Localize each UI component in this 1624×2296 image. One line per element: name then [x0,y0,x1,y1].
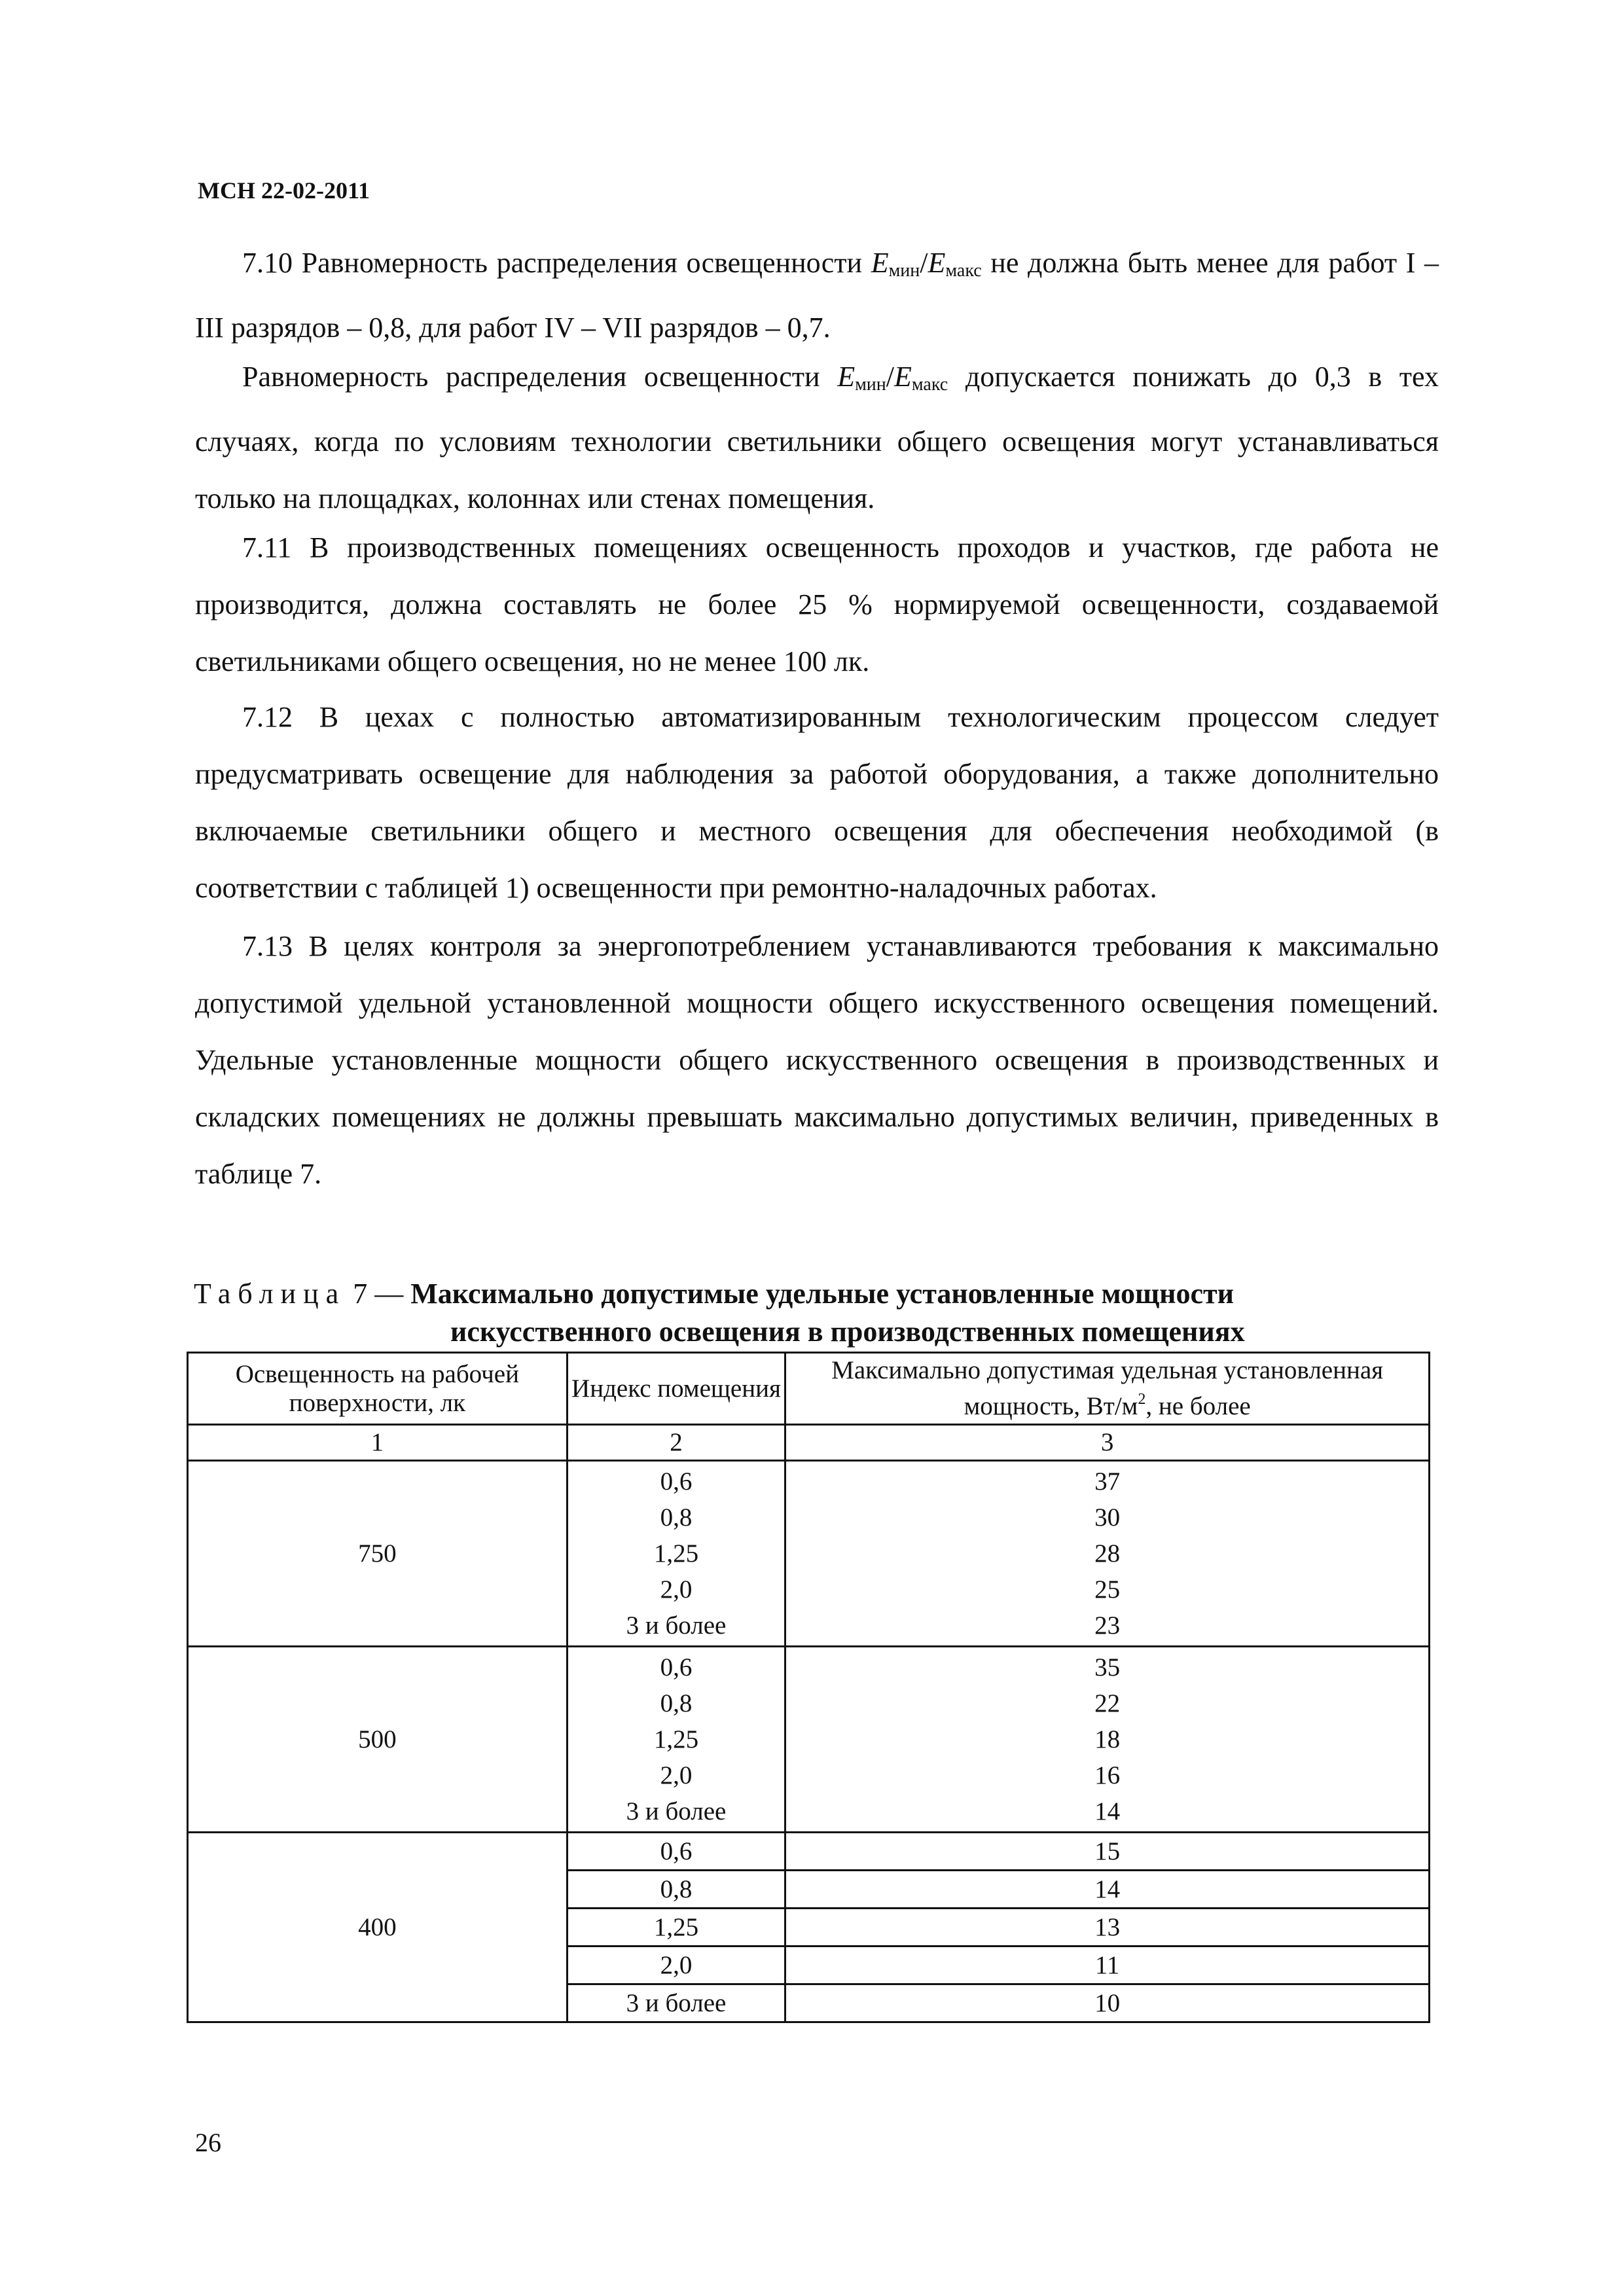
room-index-value: 2,0 [660,1575,693,1604]
paragraph-7-10-uniformity: Равномерность распределения освещенности $E_{мин}/E_{макс}$ допускается понижать до 0,3 в тех случаях, когда по условиям технологии светильники общего освещения могут устанавливаться только на площадках, колоннах или стенах помещения. [195,361,1439,514]
column-number: 1 [188,1425,568,1461]
table-row [188,1833,1430,1871]
column-number: 3 [785,1425,1430,1461]
power-value: 10 [785,1984,1430,2022]
paragraph-7-11: 7.11 В производственных помещениях освещенность проходов и участков, где работа не производится, должна составлять не более 25 % нормируемой освещенности, создаваемой светильниками общего освещения, но не менее 100 лк. [195,531,1439,677]
power-value: 30 [1094,1503,1121,1532]
room-index-value: 0,6 [660,1653,693,1681]
power-value: 23 [1094,1611,1121,1640]
table-caption-label: Таблица [194,1278,346,1310]
table-row-group [188,1647,1430,1833]
power-value: 28 [1094,1539,1121,1568]
table-header-row [188,1353,1430,1425]
table-column-numbers-row [188,1425,1430,1461]
table-caption-number: 7 — [346,1278,411,1310]
power-value: 14 [1094,1797,1121,1825]
room-index-value: 2,0 [660,1761,693,1789]
header-room-index: Индекс помещения [567,1353,785,1425]
table-caption-title-line1: Максимально допустимые удельные установленные мощности [410,1278,1234,1310]
paragraph-7-13: 7.13 В целях контроля за энергопотреблением устанавливаются требования к максимально допустимой удельной установленной мощности общего искусственного освещения помещений. Удельные установленные мощности общего искусственного освещения в производственных и складских помещениях не должны превышать максимально допустимых величин, приведенных в таблице 7. [195,930,1439,1190]
column-number: 2 [567,1425,785,1461]
paragraph-7-12: 7.12 В цехах с полностью автоматизированным технологическим процессом следует предусматривать освещение для наблюдения за работой оборудования, а также дополнительно включаемые светильники общего и местного освещения для обеспечения необходимой (в соответствии с таблицей 1) освещенности при ремонтно-наладочных работах. [195,701,1439,904]
room-index-value: 0,8 [567,1871,785,1909]
room-index-value: 3 и более [567,1984,785,2022]
room-index-value: 1,25 [653,1539,699,1568]
room-index-value: 3 и более [626,1611,727,1640]
paragraph-7-10: 7.10 Равномерность распределения освещенности $E_{мин}/E_{макс}$ не должна быть менее для работ I – III разрядов – 0,8, для работ IV – VII разрядов – 0,7. [195,247,1439,344]
header-max-power: Максимально допустимая удельная установленная мощность, $Вт/м^2$, не более [785,1353,1430,1425]
power-cell [785,1647,1430,1833]
document-code: МСН 22-02-2011 [198,177,370,204]
room-index-value: 1,25 [567,1909,785,1946]
room-index-cell [567,1461,785,1647]
illuminance-cell: 750 [188,1461,568,1647]
power-value: 25 [1094,1575,1121,1604]
room-index-value: 3 и более [626,1797,727,1825]
illuminance-cell: 400 [188,1833,568,2022]
power-value: 18 [1094,1725,1121,1753]
header-illuminance: Освещенность на рабочей поверхности, лк [188,1353,568,1425]
room-index-value: 1,25 [653,1725,699,1753]
illuminance-cell: 500 [188,1647,568,1833]
table-caption [194,1275,1437,1348]
power-value: 16 [1094,1761,1121,1789]
room-index-value: 0,8 [660,1689,693,1717]
room-index-value: 0,8 [660,1503,693,1532]
power-value: 14 [785,1871,1430,1909]
room-index-value: 0,6 [567,1833,785,1871]
power-value: 37 [1094,1467,1121,1496]
power-value: 11 [785,1946,1430,1984]
power-cell [785,1461,1430,1647]
page-number: 26 [195,2128,221,2157]
table-caption-title-line2: искусственного освещения в производственных помещениях [450,1316,1245,1348]
room-index-value: 0,6 [660,1467,693,1496]
power-value: 15 [785,1833,1430,1871]
table-row-group [188,1461,1430,1647]
power-value: 13 [785,1909,1430,1946]
power-value: 35 [1094,1653,1121,1681]
room-index-value: 2,0 [567,1946,785,1984]
room-index-cell [567,1647,785,1833]
power-value: 22 [1094,1689,1121,1717]
lighting-power-table [187,1352,1430,2023]
